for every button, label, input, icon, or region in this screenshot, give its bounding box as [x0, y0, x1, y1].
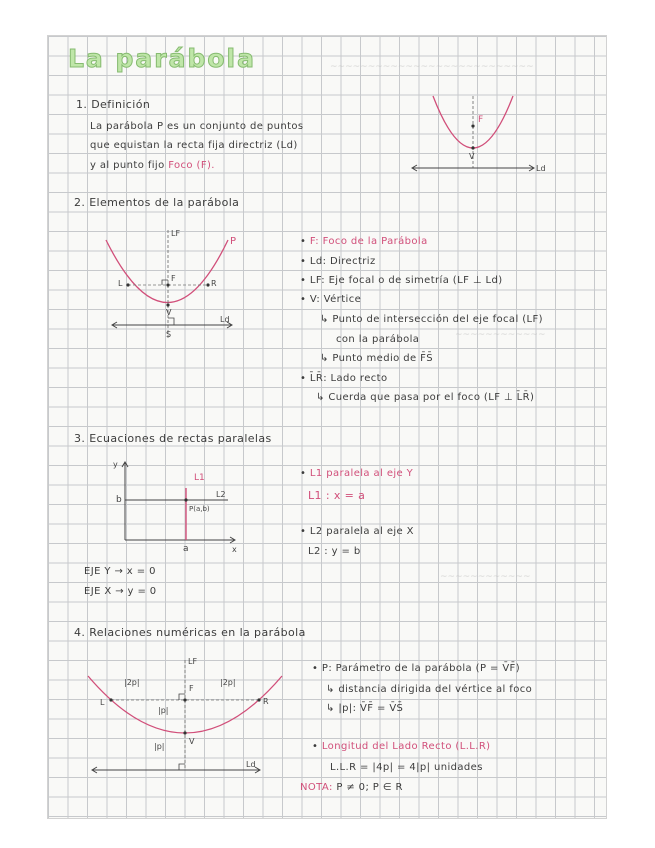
parallel-item: • L1 paralela al eje Y — [300, 468, 414, 479]
fig3-label-p: P(a,b) — [189, 505, 210, 513]
figure-2-elements — [106, 229, 236, 340]
fig4-label-ld: Ld — [246, 760, 256, 769]
element-eje-focal-text: LF: Eje focal o de simetría (LF ⊥ Ld) — [309, 275, 503, 286]
fig3-label-l1: L1 — [194, 473, 205, 483]
fig3-label-y: y — [113, 460, 118, 469]
fig2-point-f — [166, 283, 169, 286]
element-subitem: con la parábola — [336, 334, 420, 345]
element-item: • F: Foco de la Parábola — [300, 236, 428, 247]
fig4-label-f: F — [189, 684, 194, 693]
fig2-label-s: S — [166, 330, 172, 339]
fig1-vertex-point — [471, 146, 474, 149]
fig2-point-v — [166, 303, 169, 306]
fig4-label-r: R — [263, 697, 269, 706]
llr-formula: L.L.R = |4p| = 4|p| unidades — [330, 762, 483, 773]
nota-label: NOTA: — [300, 782, 333, 793]
fig2-label-ld: Ld — [220, 315, 230, 324]
fig4-parabola-curve — [88, 676, 282, 733]
fig4-right-angle-marker — [179, 764, 185, 770]
fig2-label-p: P — [230, 236, 237, 247]
fig3-label-b: b — [116, 495, 122, 505]
fig1-focus-point — [471, 124, 474, 127]
bleed-through-text: ~~~~~~~~~~~~~~~~~~~~~~~~~~~ — [330, 62, 534, 72]
fig3-label-a: a — [183, 544, 189, 554]
bleed-through-text: ~~~~~~~~~~~~ — [455, 330, 546, 340]
llr-item: • Longitud del Lado Recto (L.L.R) — [312, 741, 491, 752]
fig4-point-r — [257, 698, 260, 701]
element-item: • L̄R̄: Lado recto — [300, 373, 388, 384]
parameter-text: P: Parámetro de la parábola (P = V̄F̄) — [321, 663, 521, 674]
element-item: • LF: Eje focal o de simetría (LF ⊥ Ld) — [300, 275, 503, 286]
definition-line-1: La parábola P es un conjunto de puntos — [90, 121, 304, 132]
parameter-subitem: ↳ distancia dirigida del vértice al foco — [326, 684, 533, 695]
fig2-label-f: F — [171, 274, 176, 283]
element-item: • Ld: Directriz — [300, 256, 376, 267]
fig4-point-l — [109, 698, 112, 701]
section-1-heading: 1. Definición — [76, 98, 151, 111]
element-directriz-text: Ld: Directriz — [309, 256, 376, 267]
figure-4-relations — [88, 657, 282, 773]
fig3-label-l2: L2 — [216, 490, 226, 499]
l2-equation: L2 : y = b — [308, 546, 361, 557]
fig2-right-angle-marker — [168, 318, 174, 325]
l1-parallel-text: L1 paralela al eje Y — [309, 468, 414, 479]
parameter-item: • P: Parámetro de la parábola (P = V̄F̄) — [312, 663, 521, 674]
fig2-point-r — [206, 283, 209, 286]
eje-y-equation: EJE Y → x = 0 — [84, 566, 156, 577]
fig2-point-l — [126, 283, 129, 286]
fig4-label-p-mid: |p| — [158, 706, 169, 715]
definition-line-2: que equistan la recta fija directriz (Ld) — [90, 140, 298, 151]
fig2-label-r: R — [211, 279, 217, 288]
fig4-point-v — [183, 731, 186, 734]
element-subitem: ↳ Punto de intersección del eje focal (LF) — [320, 314, 543, 325]
fig1-label-v: V — [469, 152, 475, 161]
fig3-point-p — [184, 498, 187, 501]
page-title: La parábola — [68, 44, 256, 73]
nota-text: P ≠ 0; P ∈ R — [336, 782, 403, 793]
figure-3-parallel-lines — [113, 460, 237, 554]
element-lado-recto-text: L̄R̄: Lado recto — [309, 373, 388, 384]
fig2-label-lf: LF — [171, 229, 181, 238]
fig4-label-lf: LF — [188, 657, 198, 666]
eje-x-equation: EJE X → y = 0 — [84, 586, 157, 597]
fig2-label-v: V — [166, 308, 172, 317]
element-vertice-text: V: Vértice — [309, 294, 362, 305]
fig4-label-2p-left: |2p| — [124, 678, 140, 687]
fig4-label-p-low: |p| — [154, 742, 165, 751]
llr-heading-text: Longitud del Lado Recto (L.L.R) — [321, 741, 491, 752]
figure-1-parabola — [412, 96, 546, 173]
fig4-label-l: L — [100, 698, 105, 707]
fig4-point-f — [183, 698, 186, 701]
definition-focus-term: Foco (F). — [168, 160, 215, 171]
l1-equation: L1 : x = a — [308, 489, 366, 502]
parallel-item: • L2 paralela al eje X — [300, 526, 414, 537]
section-4-heading: 4. Relaciones numéricas en la parábola — [74, 626, 306, 639]
section-2-heading: 2. Elementos de la parábola — [74, 196, 240, 209]
fig3-label-x: x — [232, 545, 237, 554]
fig4-label-v: V — [189, 737, 195, 746]
fig1-label-f: F — [478, 115, 484, 125]
definition-line-3a: y al punto fijo — [90, 160, 165, 171]
element-subitem: ↳ Punto medio de F̄S̄ — [320, 353, 434, 364]
l2-parallel-text: L2 paralela al eje X — [309, 526, 414, 537]
fig2-parabola-curve — [106, 240, 228, 303]
element-subitem: ↳ Cuerda que pasa por el foco (LF ⊥ L̄R̄) — [316, 392, 535, 403]
element-item: • V: Vértice — [300, 294, 362, 305]
element-foco-text: F: Foco de la Parábola — [309, 236, 428, 247]
fig4-label-2p-right: |2p| — [220, 678, 236, 687]
fig2-label-l: L — [118, 279, 123, 288]
section-3-heading: 3. Ecuaciones de rectas paralelas — [74, 432, 272, 445]
bleed-through-text: ~~~~~~~~~~~~ — [440, 572, 531, 582]
parameter-subitem: ↳ |p|: V̄F̄ = V̄S̄ — [326, 703, 404, 714]
fig1-label-ld: Ld — [536, 164, 546, 173]
